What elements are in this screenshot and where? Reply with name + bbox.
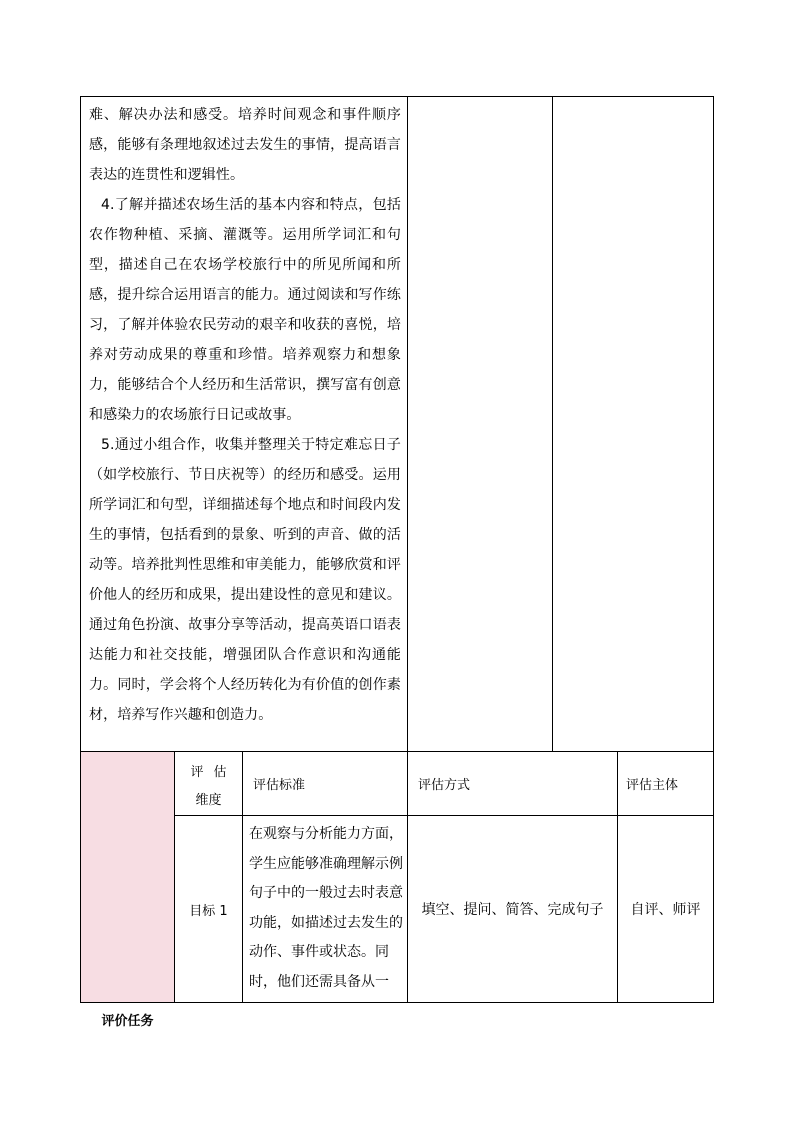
dimension-value: 目标 1 (189, 903, 228, 919)
method-value: 填空、提问、简答、完成句子 (421, 902, 604, 918)
table-row-method (408, 816, 618, 1003)
evaluation-section-label: 评价任务 (101, 1014, 154, 1029)
empty-column-cell (408, 96, 553, 752)
objective-paragraph-5: 5.通过小组合作，收集并整理关于特定难忘日子（如学校旅行、节日庆祝等）的经历和感受。运用所学词汇和句型，详细描述每个地点和时间段内发生的事情，包括看到的景象、听到的声音、做的活动等。培养批判性思维和审美能力，能够欣赏和评价他人的经历和成果，提出建设性的意见和建议。通过角色扮演、故事分享等活动，提高英语口语表达能力和社交技能，增强团队合作意识和沟通能力。同时，学会将个人经历转化为有价值的创作素材，培养写作兴趣和创造力。 (89, 437, 401, 723)
standard-header-text: 评估标准 (253, 778, 306, 793)
standard-value: 在观察与分析能力方面，学生应能够准确理解示例句子中的一般过去时表意功能，如描述过去发生的动作、事件或状态。同时，他们还需具备从一 (249, 826, 403, 990)
dimension-header (175, 752, 243, 816)
method-header (408, 752, 618, 816)
objective-paragraph-4: 4.了解并描述农场生活的基本内容和特点，包括农作物种植、采摘、灌溉等。运用所学词汇和句型，描述自己在农场学校旅行中的所见所闻和所感，提升综合运用语言的能力。通过阅读和写作练习，了解并体验农民劳动的艰辛和收获的喜悦，培养对劳动成果的尊重和珍惜。培养观察力和想象力，能够结合个人经历和生活常识，撰写富有创意和感染力的农场旅行日记或故事。 (89, 197, 401, 423)
table-row-dimension (175, 816, 243, 1003)
standard-header (243, 752, 408, 816)
evaluation-section-cell (80, 752, 175, 1029)
empty-column-cell (553, 96, 714, 752)
subject-header-text: 评估主体 (626, 778, 679, 793)
method-header-text: 评估方式 (418, 778, 471, 793)
subject-header (618, 752, 714, 816)
table-row-subject (618, 816, 714, 1003)
table-row-standard (243, 816, 408, 1003)
dimension-header-line1: 评估 (190, 765, 237, 780)
objective-paragraph-continuation: 难、解决办法和感受。培养时间观念和事件顺序感，能够有条理地叙述过去发生的事情，提高语言表达的连贯性和逻辑性。 (89, 107, 401, 183)
objectives-cell (80, 96, 408, 752)
subject-value: 自评、师评 (630, 902, 701, 918)
dimension-header-line2: 维度 (195, 793, 222, 808)
